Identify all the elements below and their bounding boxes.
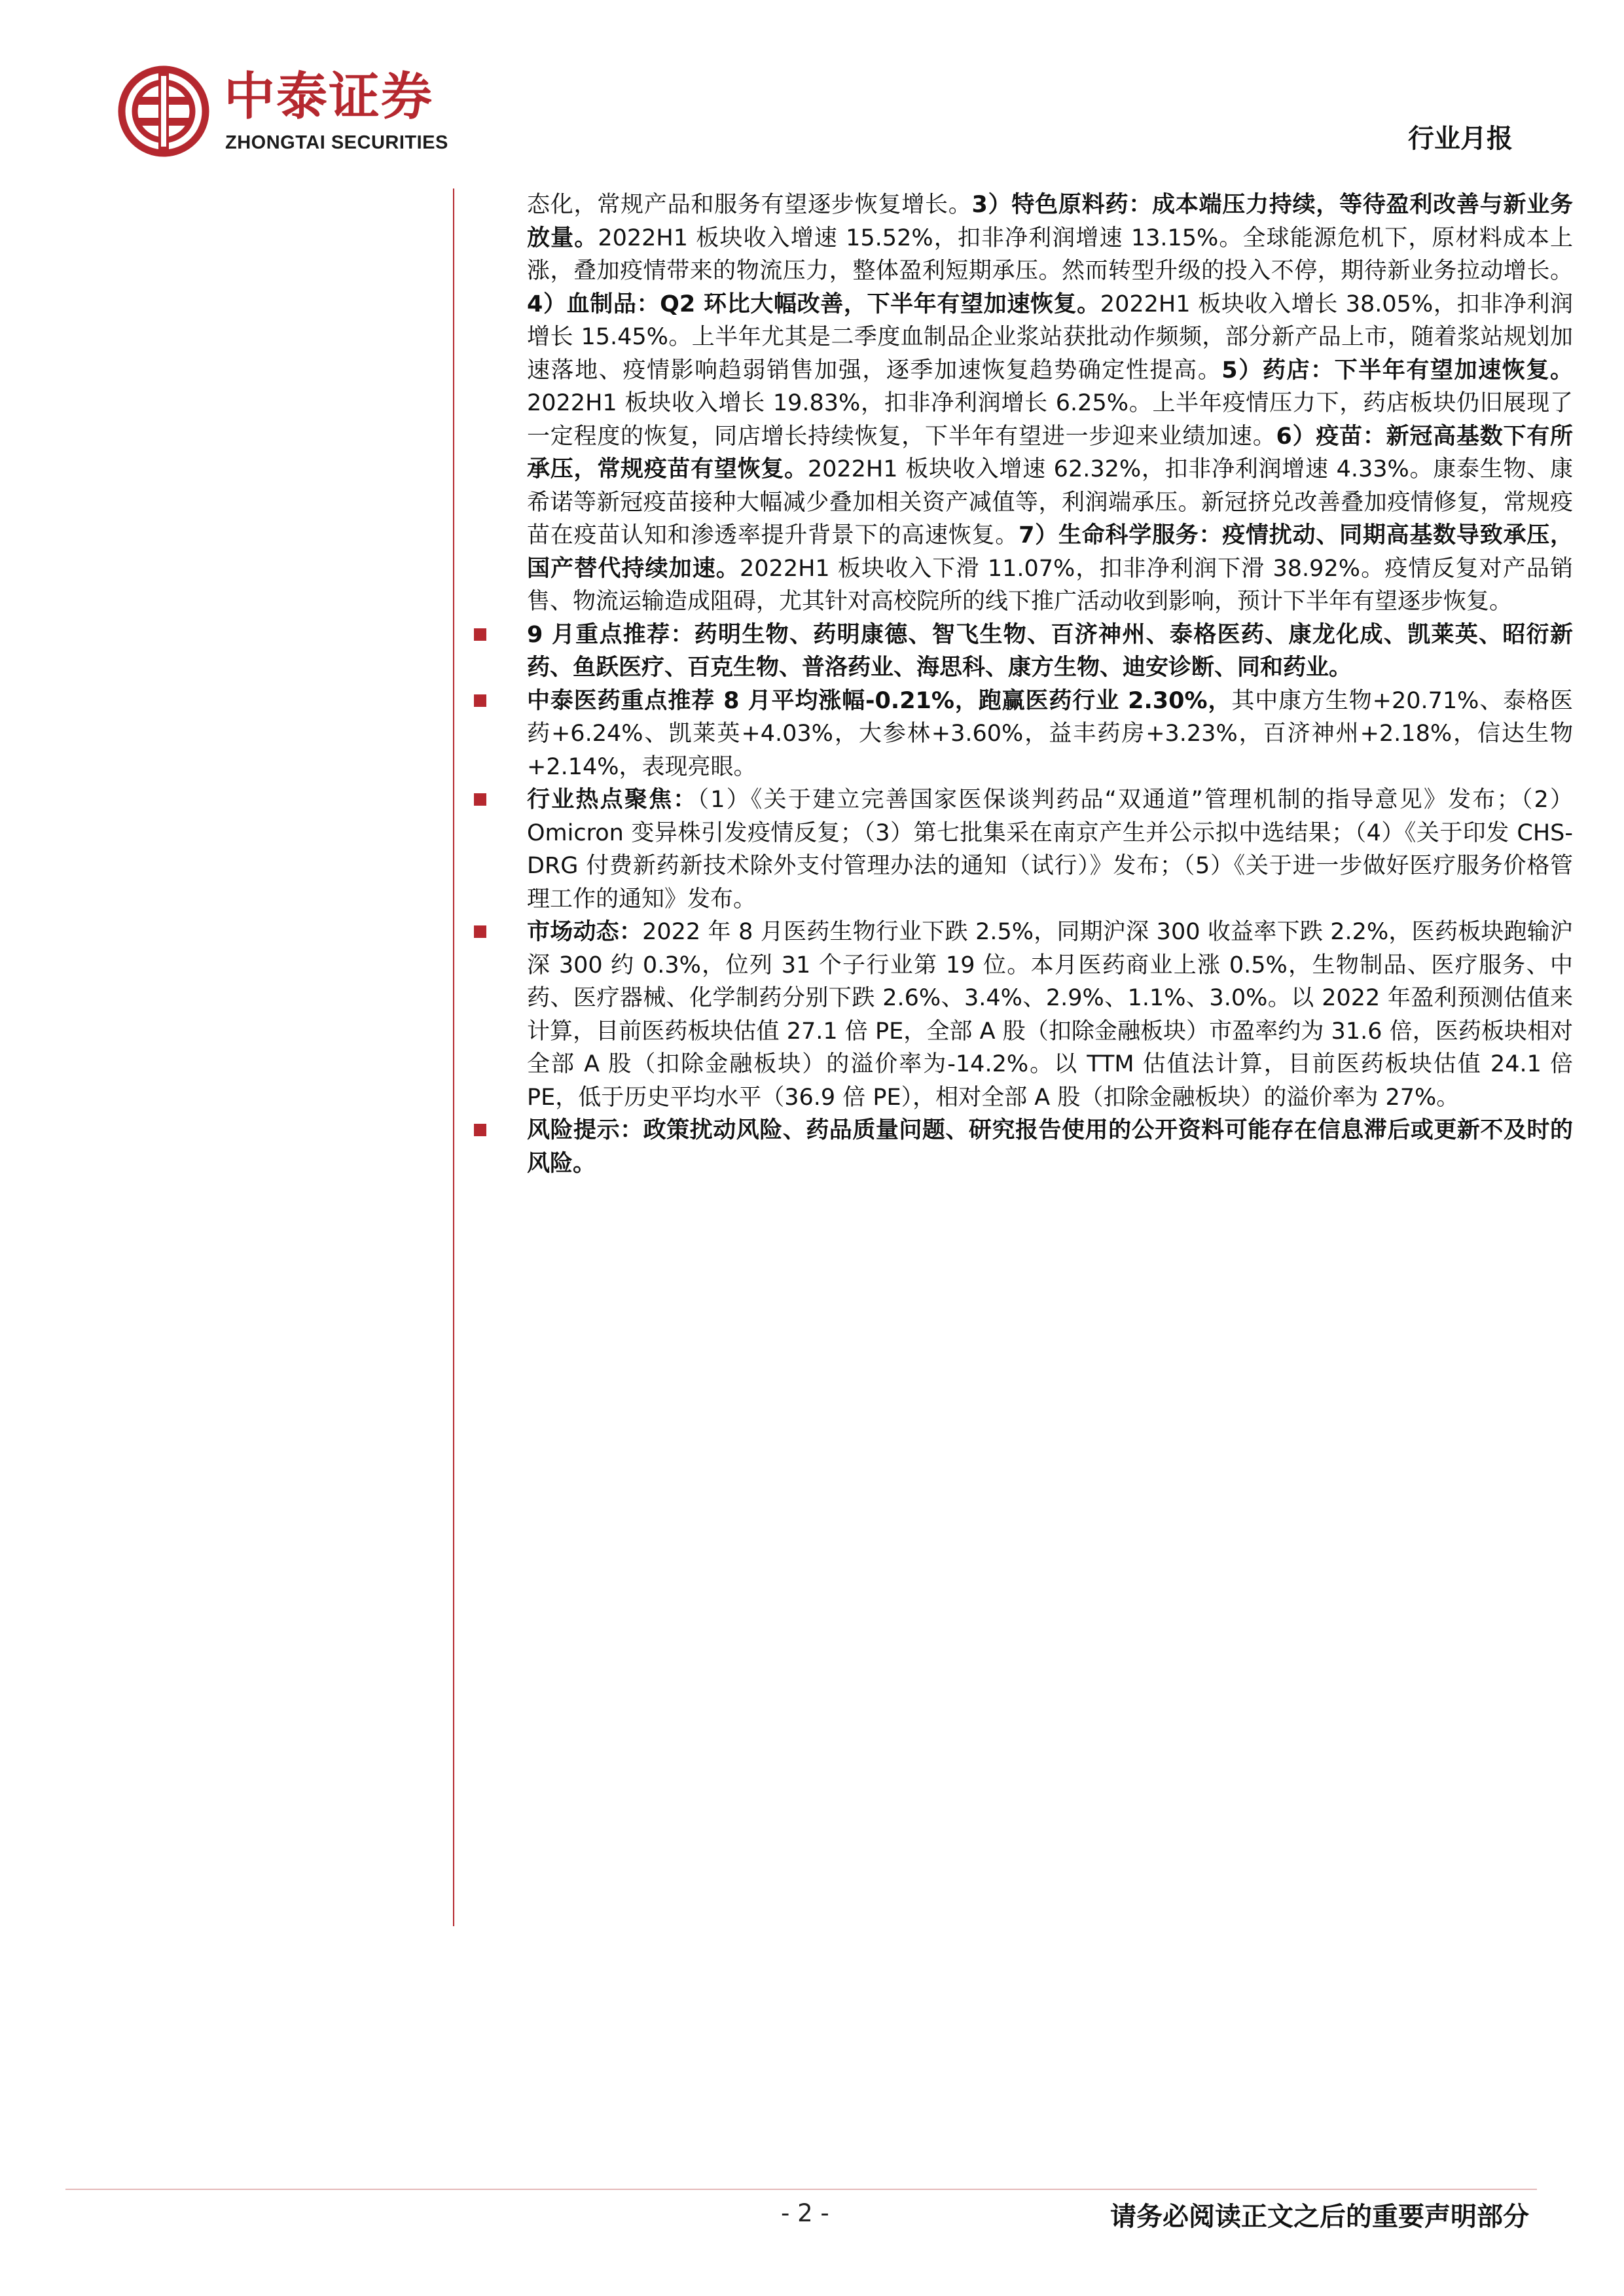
performance-bold: 中泰医药重点推荐 8 月平均涨幅-0.21%，跑赢医药行业 2.30%， (527, 687, 1232, 714)
sector-review-paragraph (527, 188, 1573, 619)
para-heading-api: 3）特色原料药：成本端压力持续，等待盈利改善与新业务放量。 (527, 192, 1573, 251)
para-heading-blood-products: 4）血制品：Q2 环比大幅改善，下半年有望加速恢复。 (527, 291, 1100, 317)
risk-label: 风险提示：政策扰动风险、药品质量问题、研究报告使用的公开资料可能存在信息滞后或更新不及时的风险。 (527, 1117, 1573, 1177)
bullet-square-icon (474, 628, 486, 641)
para-heading-pharmacy: 5）药店：下半年有望加速恢复。 (1221, 357, 1573, 384)
hotspot-label: 行业热点聚焦： (527, 787, 698, 813)
hotspot-text: （1）《关于建立完善国家医保谈判药品“双通道”管理机制的指导意见》发布；（2）Omicron 变异株引发疫情反复；（3）第七批集采在南京产生并公示拟中选结果；（4）《关于印发 CHS-DRG 付费新药新技术除外支付管理办法的通知（试行）》发布；（5）《关于进一步做好医疗服务价格管理工作的通知》发布。 (527, 787, 1573, 912)
page-number: - 2 - (781, 2199, 829, 2227)
left-divider-line (453, 188, 454, 1926)
para-text: 态化，常规产品和服务有望逐步恢复增长。 (527, 192, 972, 218)
para-text: 2022H1 板块收入增速 15.52%，扣非净利润增速 13.15%。全球能源危机下，原材料成本上涨，叠加疫情带来的物流压力，整体盈利短期承压。然而转型升级的投入不停，期待新业务拉动增长。 (527, 224, 1573, 284)
para-text: 2022H1 板块收入增速 62.32%，扣非净利润增速 4.33%。康泰生物、康希诺等新冠疫苗接种大幅减少叠加相关资产减值等，利润端承压。新冠挤兑改善叠加疫情修复，常规疫苗在疫苗认知和渗透率提升背景下的高速恢复。 (527, 456, 1573, 548)
market-label: 市场动态： (527, 919, 643, 945)
para-text: 2022H1 板块收入增长 19.83%，扣非净利润增长 6.25%。上半年疫情压力下，药店板块仍旧展现了一定程度的恢复，同店增长持续恢复，下半年有望进一步迎来业绩加速。 (527, 390, 1573, 450)
company-logo (118, 65, 491, 164)
performance-text: 其中康方生物+20.71%、泰格医药+6.24%、凯莱英+4.03%，大参林+3.60%，益丰药房+3.23%，百济神州+2.18%，信达生物+2.14%，表现亮眼。 (527, 687, 1573, 780)
recommend-label: 9 月重点推荐：药明生物、药明康德、智飞生物、百济神州、泰格医药、康龙化成、凯莱英、昭衍新药、鱼跃医疗、百克生物、普洛药业、海思科、康方生物、迪安诊断、同和药业。 (527, 621, 1573, 681)
performance-bullet (527, 685, 1573, 784)
market-bullet (527, 916, 1573, 1114)
hotspot-bullet (527, 783, 1573, 916)
para-text: 2022H1 板块收入下滑 11.07%，扣非净利润下滑 38.92%。疫情反复对产品销售、物流运输造成阻碍，尤其针对高校院所的线下推广活动收到影响，预计下半年有望逐步恢复。 (527, 555, 1573, 615)
footer-divider (65, 2189, 1537, 2190)
report-type-label: 行业月报 (1408, 124, 1513, 154)
recommend-bullet (527, 619, 1573, 685)
para-heading-vaccine: 6）疫苗：新冠高基数下有所承压，常规疫苗有望恢复。 (527, 423, 1573, 482)
risk-bullet (527, 1114, 1573, 1180)
bullet-square-icon (474, 1124, 486, 1136)
market-text: 2022 年 8 月医药生物行业下跌 2.5%，同期沪深 300 收益率下跌 2.2%，医药板块跑输沪深 300 约 0.3%，位列 31 个子行业第 19 位。本月医药商业上涨 0.5%，生物制品、医疗服务、中药、医疗器械、化学制药分别下跌 2.6%、3.4%、2.9%、1.1%、3.0%。以 2022 年盈利预测估值来计算，目前医药板块估值 27.1 倍 PE，全部 A 股（扣除金融板块）市盈率约为 31.6 倍，医药板块相对全部 A 股（扣除金融板块）的溢价率为-14.2%。以 TTM 估值法计算，目前医药板块估值 24.1 倍 PE，低于历史平均水平（36.9 倍 PE），相对全部 A 股（扣除金融板块）的溢价率为 27%。 (527, 919, 1573, 1111)
bullet-square-icon (474, 925, 486, 938)
logo-english-name: ZHONGTAI SECURITIES (225, 132, 448, 153)
report-body (527, 188, 1573, 1180)
para-text: 2022H1 板块收入增长 38.05%，扣非净利润增长 15.45%。上半年尤其是二季度血制品企业浆站获批动作频频，部分新产品上市，随着浆站规划加速落地、疫情影响趋弱销售加强，逐季加速恢复趋势确定性提高。 (527, 291, 1573, 384)
zhongtai-logo-icon (118, 65, 209, 157)
para-heading-life-science: 7）生命科学服务：疫情扰动、同期高基数导致承压，国产替代持续加速。 (527, 522, 1573, 582)
logo-chinese-name: 中泰证券 (224, 67, 434, 126)
bullet-square-icon (474, 793, 486, 806)
bullet-square-icon (474, 694, 486, 707)
footer-disclaimer: 请务必阅读正文之后的重要声明部分 (1110, 2202, 1529, 2232)
